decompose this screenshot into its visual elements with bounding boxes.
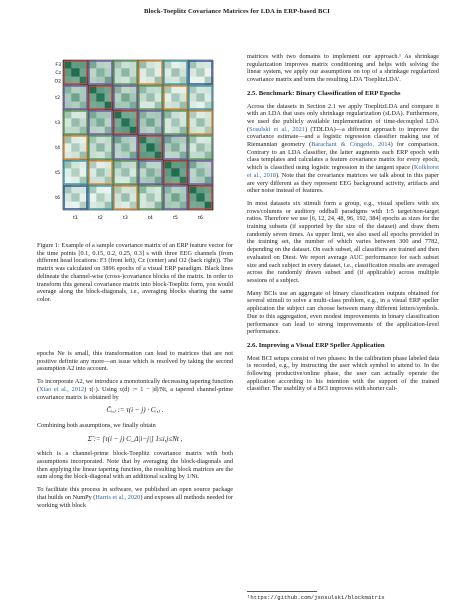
channel-label: O2	[54, 79, 61, 85]
channel-label: Cz	[55, 71, 61, 77]
heatmap-cell	[171, 143, 180, 152]
heatmap-cell	[96, 193, 105, 202]
equation-toeplitz: Σ̂ := [τ(i − j) C_Δ|i−j|] 1≤i,j≤Nt ,	[87, 434, 183, 443]
time-label-y: t3	[55, 121, 60, 126]
heatmap-cell	[146, 168, 155, 177]
heatmap-cell	[196, 68, 205, 77]
citation-link[interactable]: Sosulski et al., 2021	[249, 125, 305, 133]
left-column-body	[37, 350, 233, 514]
heatmap-cell	[196, 143, 205, 152]
citation-link[interactable]: Kolkhorst et al., 2018	[247, 164, 439, 179]
heatmap-cell	[71, 93, 80, 102]
heatmap-cell	[121, 118, 130, 127]
time-label-y: t4	[55, 146, 60, 151]
time-label-y: t2	[55, 96, 60, 101]
heatmap-cell	[96, 168, 105, 177]
section-heading: 2.5. Benchmark: Binary Classification of ERP Epochs	[247, 89, 401, 97]
heatmap-cell	[196, 93, 205, 102]
heatmap-cell	[196, 118, 205, 127]
heatmap-cell	[171, 168, 180, 177]
time-label-y: t5	[55, 171, 60, 176]
heatmap-cell	[146, 143, 155, 152]
running-title: Block-Toeplitz Covariance Matrices for LDA in ERP-based BCI	[144, 8, 330, 15]
heatmap-cell	[171, 68, 180, 77]
heatmap-cell	[146, 68, 155, 77]
paragraph: Most BCI setups consist of two phases: In the calibration phase labeled data is recorded, e.g., by instructing the user which symbol to attend to. In the following productive/online phase, the user can actually operate the application according to his intention with the support of the trained classifier. The usability of a BCI improves with shorter cali-	[247, 354, 439, 393]
footnote-divider	[247, 591, 317, 592]
figure-caption: Figure 1: Example of a sample covariance matrix of an ERP feature vector for the time points [0.1, 0.15, 0.2, 0.25, 0.3] s with three EEG channels (from different head locations: F3 (front left), Cz (center) and O2 (back right)). The matrix was calculated on 3896 epochs of a visual ERP paradigm. Black lines delineate the channel-wise (cross-)covariance blocks of the matrix. In order to transform this general covariance matrix into block-Toeplitz form, you would average along the block-diagonals, i.e., averaging blocks sharing the same color.	[37, 242, 233, 303]
heatmap-cell	[121, 193, 130, 202]
paragraph: Combining both assumptions, we finally obtain	[37, 421, 156, 429]
heatmap-cell	[146, 118, 155, 127]
citation-link[interactable]: Barachant & Congedo, 2014	[311, 141, 391, 149]
heatmap-cell	[96, 68, 105, 77]
time-label-x: t1	[73, 216, 78, 221]
heatmap-cell	[96, 93, 105, 102]
time-label-y: t6	[55, 196, 60, 201]
heatmap-cell	[71, 193, 80, 202]
heatmap-cell	[121, 143, 130, 152]
heatmap-cell	[96, 143, 105, 152]
equation-tapered: C̃ᵢ,ⱼ := τ(i − j) · Cᵢ,ⱼ .	[106, 406, 164, 415]
paragraph: which is a channel-prime block-Toeplitz covariance matrix with both assumptions incorporated. Note that by averaging the block-diagonals and then applying the linear tapering function, the resulting block matrices are the sum along the block-diagonal with an additional scaling by 1/Nt.	[37, 450, 233, 481]
paragraph: Across the datasets in Section 2.1 we apply ToeplitzLDA and compare it with an LDA that uses only shrinkage regularization (sLDA). Furthermore, we used the publicly available implementation of time-decoupled LDA (Sosulski et al., 2021) (TDLDA)—a different approach to improve the covariance estimate—and a logistic regression classifier making use of Riemannian geometry (Barachant & Congedo, 2014) for comparison. Contrary to an LDA classifier, the latter augments each ERP epoch with class templates and calculates a feature covariance matrix for every epoch, which is classified using logistic regression in the tangent space (Kolkhorst et al., 2018). Note that the covariance matrices we talk about in this paper are very different as they represent EEG background activity, artifacts and other noise instead of features.	[247, 102, 440, 195]
heatmap-cell	[121, 68, 130, 77]
heatmap-cell	[171, 193, 180, 202]
footnote-url[interactable]: ¹https://github.com/jsosulski/blockmatrix	[247, 594, 385, 601]
heatmap-cell	[146, 193, 155, 202]
paragraph: To facilitate this process in software, we published an open source package that builds on NumPy (Harris et al., 2020) and exposes all methods needed for working with block	[37, 486, 233, 509]
heatmap-cell	[146, 93, 155, 102]
heatmap-cell	[196, 168, 205, 177]
paragraph: epochs Ne is small, this transformation can lead to matrices that are not positive definite any more—an issue which is resolved by taking the second assumption A2 into account.	[37, 350, 233, 373]
paragraph: To incorporate A2, we introduce a monotonically decreasing tapering function (Xiao et al., 2012) τ(·). Using τ(d) := 1 − |d|/Nt, a tapered channel-prime covariance matrix is obtained by	[37, 378, 234, 401]
paragraph: Many BCIs use an aggregate of binary classification outputs obtained for several stimuli to solve a multi-class problem, e.g., in a visual ERP speller application the subject can choose between many different letters/symbols. Due to this aggregation, even modest improvements in binary classification performance can lead to strong improvements of the application-level performance.	[247, 289, 439, 336]
time-label-x: t2	[98, 216, 103, 221]
section-heading: 2.6. Improving a Visual ERP Speller Application	[247, 341, 385, 349]
time-label-x: t3	[123, 216, 128, 221]
time-label-x: t4	[148, 216, 153, 221]
left-column	[37, 242, 233, 309]
heatmap-cell	[171, 93, 180, 102]
paragraph: matrices with two domains to implement our approach.¹ As shrinkage regularization improves matrix conditioning and helps with solving the linear system, we apply our assumptions on top of a shrinkage regularized covariance matrix and term the resulting LDA 'ToeplitzLDA'.	[247, 53, 439, 84]
channel-label: F3	[55, 62, 61, 68]
citation-link[interactable]: Xiao et al., 2012	[39, 385, 85, 393]
paragraph: In most datasets six stimuli form a group, e.g., visual spellers with six rows/columns or auditory oddball paradigms with 1:5 target/non-target ratios. Therefore we use [6, 12, 24, 48, 96, 192, 384] epochs as sizes for the training subsets (if supported by the size of the dataset) and draw them randomly seven times. As upper limit, we also used all epochs provided in the training set, the number of which varies between 300 and 7782, depending on the dataset. On each subset, all classifiers are trained and then evaluated on Dtest. We report average AUC performance for each subset size and each subject in every dataset, i.e., classification results are averaged across the randomly drawn subset and (if applicable) across multiple sessions of a subject.	[247, 199, 439, 284]
heatmap-cell	[71, 168, 80, 177]
heatmap-cell	[71, 68, 80, 77]
covariance-matrix-plot	[47, 56, 227, 234]
heatmap-cell	[121, 93, 130, 102]
time-label-x: t6	[198, 216, 203, 221]
heatmap-cell	[71, 143, 80, 152]
covariance-figure	[47, 56, 227, 234]
right-column	[247, 53, 439, 398]
heatmap-cell	[121, 168, 130, 177]
heatmap-cell	[171, 118, 180, 127]
citation-link[interactable]: Harris et al., 2020	[95, 493, 141, 501]
heatmap-cell	[196, 193, 205, 202]
heatmap-cell	[71, 118, 80, 127]
heatmap-cell	[96, 118, 105, 127]
time-label-x: t5	[173, 216, 178, 221]
